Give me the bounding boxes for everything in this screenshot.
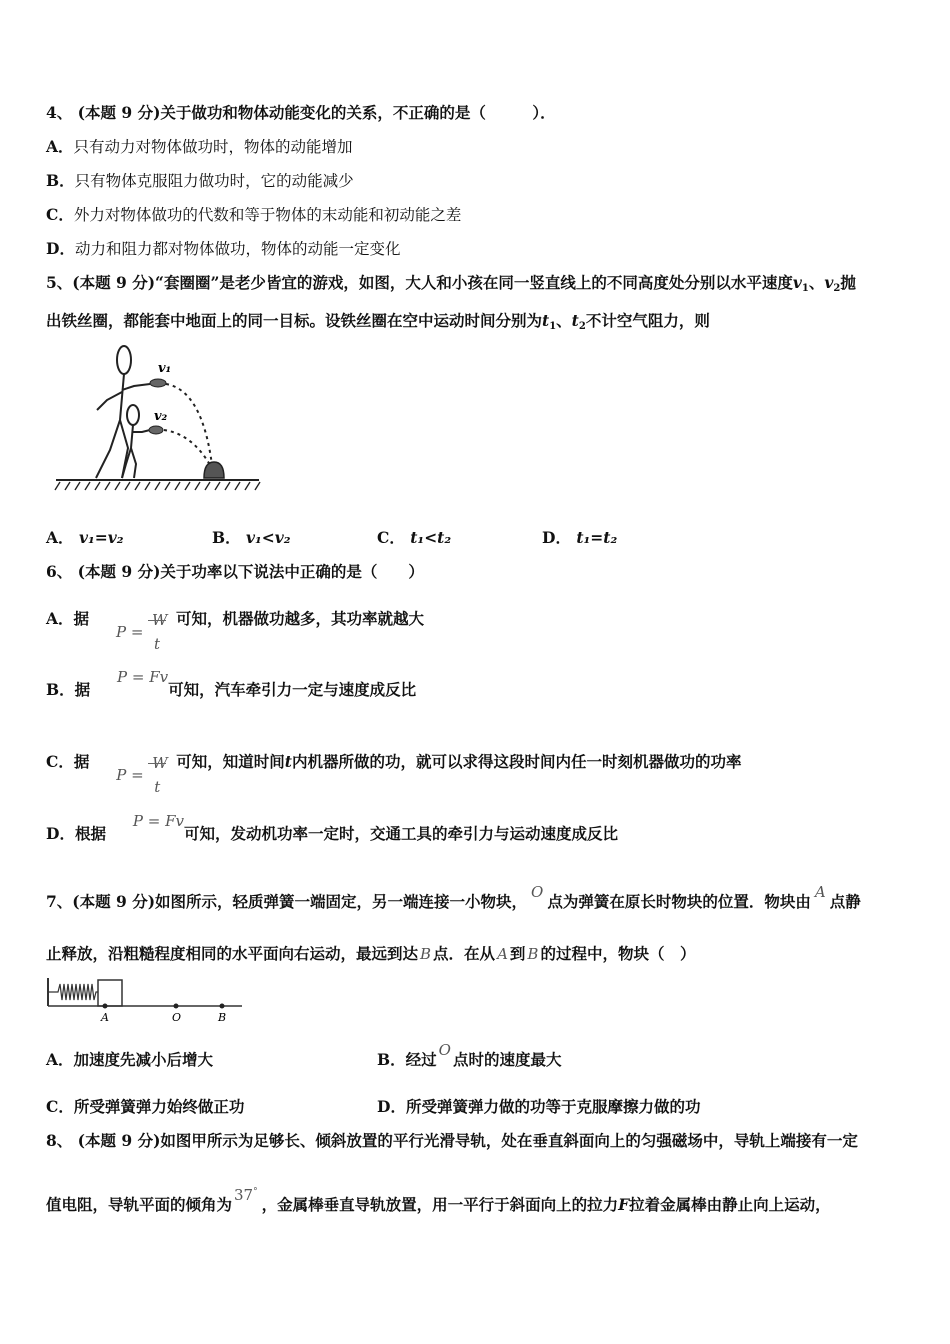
q7-line1: 7、(本题 9 分)如图所示，轻质弹簧一端固定，另一端连接一小物块， O 点为弹簧在原长时物块的位置．物块由 A 点静 xyxy=(46,883,861,911)
q6-formula-c: P = W t xyxy=(116,754,168,796)
q6-formula-b: P = Fv xyxy=(117,668,169,686)
q7-line2: 止释放，沿粗糙程度相同的水平面向右运动，最远到达 B 点．在从 A 到 B 的过程中，物块（ ） xyxy=(46,944,696,963)
q7-figure xyxy=(46,972,246,1024)
q5-stem-line2: 出铁丝圈，都能套中地面上的同一目标。设铁丝圈在空中运动时间分别为$t_1$、$t_2$不计空气阻力，则 xyxy=(46,311,710,332)
q7-option-d: D．所受弹簧弹力做的功等于克服摩擦力做的功 xyxy=(377,1097,701,1116)
q4-stem: 4、 (本题 9 分)关于做功和物体动能变化的关系，不正确的是（ ）． xyxy=(46,103,556,122)
q6-option-c: C．据 P = W t 可知，知道时间t内机器所做的功，就可以求得这段时间内任一时刻机器做功的功率 xyxy=(46,740,741,784)
q7-option-a: A．加速度先减小后增大 xyxy=(46,1050,214,1069)
q6-option-a: A．据 P = W t 可知，机器做功越多，其功率就越大 xyxy=(46,597,424,641)
q5-fig-v2-label: v₂ xyxy=(154,409,168,424)
q7-option-c: C．所受弹簧弹力始终做正功 xyxy=(46,1097,245,1116)
q4-option-b: B．只有物体克服阻力做功时，它的动能减少 xyxy=(46,171,354,190)
q5-option-a: A． v₁=v₂ xyxy=(46,528,124,547)
q6-formula-a: P = W t xyxy=(115,611,168,653)
q6-formula-d: P = Fv xyxy=(132,812,184,830)
q7-fig-label-b: B xyxy=(218,1011,227,1024)
q4-option-d: D．动力和阻力都对物体做功，物体的动能一定变化 xyxy=(46,239,401,258)
q4-option-a: A．只有动力对物体做功时，物体的动能增加 xyxy=(46,137,353,156)
q6-option-d: D．根据 P = Fv可知，发动机功率一定时，交通工具的牵引力与运动速度成反比 xyxy=(46,812,618,843)
q6-stem: 6、 (本题 9 分)关于功率以下说法中正确的是（ ） xyxy=(46,562,424,581)
q5-option-d: D． t₁=t₂ xyxy=(542,528,618,547)
q4-option-c: C．外力对物体做功的代数和等于物体的末动能和初动能之差 xyxy=(46,205,462,224)
q6-option-b: B．据 P = Fv可知，汽车牵引力一定与速度成反比 xyxy=(46,668,417,699)
q7-fig-label-a: A xyxy=(101,1011,109,1024)
q8-line2: 值电阻，导轨平面的倾角为 37°，金属棒垂直导轨放置，用一平行于斜面向上的拉力F拉着金属棒由静止向上运动， xyxy=(46,1186,831,1214)
q7-option-b: B．经过 O 点时的速度最大 xyxy=(377,1041,562,1069)
q5-fig-v1-label: v₁ xyxy=(158,361,172,376)
q7-fig-label-o: O xyxy=(172,1011,182,1024)
q5-stem-line1: 5、(本题 9 分)“套圈圈”是老少皆宜的游戏，如图，大人和小孩在同一竖直线上的不同高度处分别以水平速度$v_1$、$v_2$抛 xyxy=(46,273,856,294)
q8-line1: 8、 (本题 9 分)如图甲所示为足够长、倾斜放置的平行光滑导轨，处在垂直斜面向上的匀强磁场中，导轨上端接有一定 xyxy=(46,1131,858,1150)
q5-option-b: B． v₁<v₂ xyxy=(212,528,291,547)
q5-figure xyxy=(52,340,267,492)
q5-option-c: C． t₁<t₂ xyxy=(377,528,452,547)
